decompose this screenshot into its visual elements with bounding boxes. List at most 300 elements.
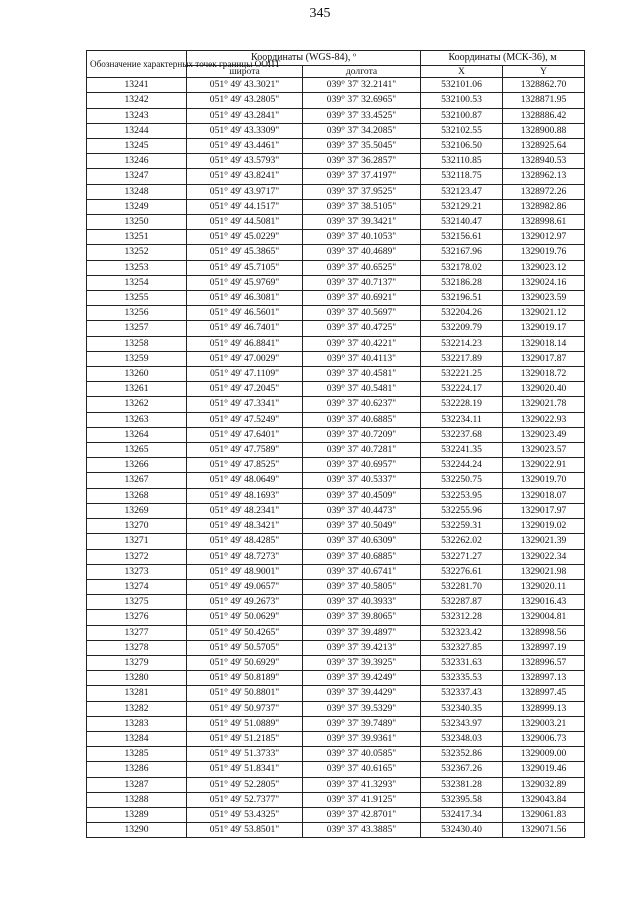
latitude-cell: 051° 49' 46.5601" <box>187 306 303 321</box>
table-row <box>87 671 585 686</box>
point-id-cell: 13247 <box>87 169 187 184</box>
table-row <box>87 427 585 442</box>
x-cell: 532430.40 <box>421 823 503 838</box>
longitude-cell: 039° 37' 40.5805" <box>303 579 421 594</box>
x-cell: 532156.61 <box>421 230 503 245</box>
table-row <box>87 762 585 777</box>
point-id-cell: 13268 <box>87 488 187 503</box>
point-id-cell: 13271 <box>87 534 187 549</box>
latitude-cell: 051° 49' 52.2805" <box>187 777 303 792</box>
point-id-cell: 13252 <box>87 245 187 260</box>
table-row <box>87 260 585 275</box>
point-id-cell: 13264 <box>87 427 187 442</box>
x-cell: 532335.53 <box>421 671 503 686</box>
table-row <box>87 564 585 579</box>
longitude-cell: 039° 37' 41.9125" <box>303 792 421 807</box>
latitude-cell: 051° 49' 45.7105" <box>187 260 303 275</box>
x-cell: 532331.63 <box>421 655 503 670</box>
latitude-cell: 051° 49' 43.4461" <box>187 139 303 154</box>
latitude-cell: 051° 49' 43.2841" <box>187 108 303 123</box>
x-cell: 532348.03 <box>421 731 503 746</box>
header-latitude: широта <box>187 66 303 78</box>
table-row <box>87 747 585 762</box>
point-id-cell: 13280 <box>87 671 187 686</box>
latitude-cell: 051° 49' 43.2805" <box>187 93 303 108</box>
y-cell: 1328940.53 <box>503 154 585 169</box>
latitude-cell: 051° 49' 50.8801" <box>187 686 303 701</box>
y-cell: 1328900.88 <box>503 123 585 138</box>
longitude-cell: 039° 37' 40.4473" <box>303 503 421 518</box>
header-x: X <box>421 66 503 78</box>
point-id-cell: 13281 <box>87 686 187 701</box>
point-id-cell: 13261 <box>87 382 187 397</box>
latitude-cell: 051° 49' 43.5793" <box>187 154 303 169</box>
y-cell: 1328862.70 <box>503 78 585 93</box>
longitude-cell: 039° 37' 42.8701" <box>303 807 421 822</box>
longitude-cell: 039° 37' 40.4113" <box>303 351 421 366</box>
y-cell: 1329018.14 <box>503 336 585 351</box>
x-cell: 532259.31 <box>421 519 503 534</box>
point-id-cell: 13285 <box>87 747 187 762</box>
y-cell: 1329018.07 <box>503 488 585 503</box>
table-row <box>87 412 585 427</box>
table-row <box>87 458 585 473</box>
point-id-cell: 13255 <box>87 291 187 306</box>
table-row <box>87 306 585 321</box>
latitude-cell: 051° 49' 50.5705" <box>187 640 303 655</box>
latitude-cell: 051° 49' 50.9737" <box>187 701 303 716</box>
x-cell: 532244.24 <box>421 458 503 473</box>
longitude-cell: 039° 37' 39.3925" <box>303 655 421 670</box>
point-id-cell: 13284 <box>87 731 187 746</box>
x-cell: 532241.35 <box>421 443 503 458</box>
x-cell: 532253.95 <box>421 488 503 503</box>
table-row <box>87 595 585 610</box>
table-row <box>87 123 585 138</box>
x-cell: 532214.23 <box>421 336 503 351</box>
point-id-cell: 13283 <box>87 716 187 731</box>
latitude-cell: 051° 49' 50.6929" <box>187 655 303 670</box>
table-row <box>87 351 585 366</box>
x-cell: 532281.70 <box>421 579 503 594</box>
x-cell: 532262.02 <box>421 534 503 549</box>
latitude-cell: 051° 49' 48.1693" <box>187 488 303 503</box>
point-id-cell: 13263 <box>87 412 187 427</box>
y-cell: 1329020.11 <box>503 579 585 594</box>
x-cell: 532196.51 <box>421 291 503 306</box>
longitude-cell: 039° 37' 39.3421" <box>303 215 421 230</box>
point-id-cell: 13260 <box>87 367 187 382</box>
point-id-cell: 13254 <box>87 275 187 290</box>
latitude-cell: 051° 49' 46.8841" <box>187 336 303 351</box>
point-id-cell: 13241 <box>87 78 187 93</box>
longitude-cell: 039° 37' 40.0585" <box>303 747 421 762</box>
longitude-cell: 039° 37' 40.6237" <box>303 397 421 412</box>
table-row <box>87 716 585 731</box>
latitude-cell: 051° 49' 47.7589" <box>187 443 303 458</box>
point-id-cell: 13279 <box>87 655 187 670</box>
longitude-cell: 039° 37' 37.9525" <box>303 184 421 199</box>
x-cell: 532417.34 <box>421 807 503 822</box>
x-cell: 532340.35 <box>421 701 503 716</box>
latitude-cell: 051° 49' 45.3865" <box>187 245 303 260</box>
table-row <box>87 78 585 93</box>
x-cell: 532287.87 <box>421 595 503 610</box>
longitude-cell: 039° 37' 34.2085" <box>303 123 421 138</box>
table-row <box>87 443 585 458</box>
y-cell: 1329019.17 <box>503 321 585 336</box>
table-row <box>87 823 585 838</box>
x-cell: 532276.61 <box>421 564 503 579</box>
longitude-cell: 039° 37' 39.4429" <box>303 686 421 701</box>
longitude-cell: 039° 37' 40.6525" <box>303 260 421 275</box>
longitude-cell: 039° 37' 35.5045" <box>303 139 421 154</box>
header-y: Y <box>503 66 585 78</box>
table-row <box>87 701 585 716</box>
latitude-cell: 051° 49' 47.8525" <box>187 458 303 473</box>
y-cell: 1329022.34 <box>503 549 585 564</box>
y-cell: 1329061.83 <box>503 807 585 822</box>
header-row <box>87 51 585 66</box>
table-row <box>87 215 585 230</box>
table-row <box>87 397 585 412</box>
latitude-cell: 051° 49' 50.4265" <box>187 625 303 640</box>
table-row <box>87 579 585 594</box>
point-id-cell: 13258 <box>87 336 187 351</box>
latitude-cell: 051° 49' 44.1517" <box>187 199 303 214</box>
coordinates-table <box>86 50 585 838</box>
latitude-cell: 051° 49' 51.8341" <box>187 762 303 777</box>
latitude-cell: 051° 49' 47.5249" <box>187 412 303 427</box>
y-cell: 1329020.40 <box>503 382 585 397</box>
y-cell: 1328997.45 <box>503 686 585 701</box>
table-row <box>87 686 585 701</box>
y-cell: 1329012.97 <box>503 230 585 245</box>
table-row <box>87 230 585 245</box>
longitude-cell: 039° 37' 38.5105" <box>303 199 421 214</box>
longitude-cell: 039° 37' 40.6921" <box>303 291 421 306</box>
point-id-cell: 13282 <box>87 701 187 716</box>
x-cell: 532228.19 <box>421 397 503 412</box>
latitude-cell: 051° 49' 45.0229" <box>187 230 303 245</box>
x-cell: 532110.85 <box>421 154 503 169</box>
page-number: 345 <box>309 6 331 21</box>
x-cell: 532381.28 <box>421 777 503 792</box>
latitude-cell: 051° 49' 43.9717" <box>187 184 303 199</box>
x-cell: 532217.89 <box>421 351 503 366</box>
longitude-cell: 039° 37' 40.4509" <box>303 488 421 503</box>
y-cell: 1329022.93 <box>503 412 585 427</box>
y-cell: 1329021.98 <box>503 564 585 579</box>
x-cell: 532100.53 <box>421 93 503 108</box>
latitude-cell: 051° 49' 49.0657" <box>187 579 303 594</box>
longitude-cell: 039° 37' 43.3885" <box>303 823 421 838</box>
point-id-cell: 13269 <box>87 503 187 518</box>
y-cell: 1328972.26 <box>503 184 585 199</box>
point-id-cell: 13278 <box>87 640 187 655</box>
y-cell: 1329021.12 <box>503 306 585 321</box>
longitude-cell: 039° 37' 40.4221" <box>303 336 421 351</box>
latitude-cell: 051° 49' 47.3341" <box>187 397 303 412</box>
latitude-cell: 051° 49' 43.3309" <box>187 123 303 138</box>
point-id-cell: 13259 <box>87 351 187 366</box>
y-cell: 1329017.87 <box>503 351 585 366</box>
header-msk36: Координаты (МСК-36), м <box>421 51 585 66</box>
longitude-cell: 039° 37' 40.4725" <box>303 321 421 336</box>
y-cell: 1329009.00 <box>503 747 585 762</box>
point-id-cell: 13262 <box>87 397 187 412</box>
longitude-cell: 039° 37' 40.5481" <box>303 382 421 397</box>
point-id-cell: 13270 <box>87 519 187 534</box>
longitude-cell: 039° 37' 40.7137" <box>303 275 421 290</box>
table-row <box>87 93 585 108</box>
y-cell: 1329017.97 <box>503 503 585 518</box>
x-cell: 532101.06 <box>421 78 503 93</box>
longitude-cell: 039° 37' 40.1053" <box>303 230 421 245</box>
latitude-cell: 051° 49' 46.3081" <box>187 291 303 306</box>
latitude-cell: 051° 49' 48.0649" <box>187 473 303 488</box>
point-id-cell: 13249 <box>87 199 187 214</box>
y-cell: 1329022.91 <box>503 458 585 473</box>
longitude-cell: 039° 37' 40.6885" <box>303 412 421 427</box>
x-cell: 532167.96 <box>421 245 503 260</box>
x-cell: 532367.26 <box>421 762 503 777</box>
longitude-cell: 039° 37' 40.6309" <box>303 534 421 549</box>
table-row <box>87 169 585 184</box>
x-cell: 532221.25 <box>421 367 503 382</box>
y-cell: 1329019.70 <box>503 473 585 488</box>
table-row <box>87 534 585 549</box>
point-id-cell: 13246 <box>87 154 187 169</box>
table-row <box>87 321 585 336</box>
x-cell: 532250.75 <box>421 473 503 488</box>
table-row <box>87 625 585 640</box>
y-cell: 1329016.43 <box>503 595 585 610</box>
x-cell: 532337.43 <box>421 686 503 701</box>
x-cell: 532204.26 <box>421 306 503 321</box>
longitude-cell: 039° 37' 36.2857" <box>303 154 421 169</box>
table-row <box>87 108 585 123</box>
x-cell: 532224.17 <box>421 382 503 397</box>
longitude-cell: 039° 37' 39.4249" <box>303 671 421 686</box>
longitude-cell: 039° 37' 40.6165" <box>303 762 421 777</box>
y-cell: 1329021.78 <box>503 397 585 412</box>
y-cell: 1328886.42 <box>503 108 585 123</box>
point-id-cell: 13288 <box>87 792 187 807</box>
y-cell: 1328998.61 <box>503 215 585 230</box>
longitude-cell: 039° 37' 32.6965" <box>303 93 421 108</box>
table-row <box>87 807 585 822</box>
latitude-cell: 051° 49' 47.0029" <box>187 351 303 366</box>
table-row <box>87 792 585 807</box>
latitude-cell: 051° 49' 43.8241" <box>187 169 303 184</box>
x-cell: 532323.42 <box>421 625 503 640</box>
y-cell: 1329032.89 <box>503 777 585 792</box>
point-id-cell: 13245 <box>87 139 187 154</box>
y-cell: 1328871.95 <box>503 93 585 108</box>
latitude-cell: 051° 49' 44.5081" <box>187 215 303 230</box>
x-cell: 532352.86 <box>421 747 503 762</box>
point-id-cell: 13265 <box>87 443 187 458</box>
longitude-cell: 039° 37' 40.6741" <box>303 564 421 579</box>
x-cell: 532271.27 <box>421 549 503 564</box>
x-cell: 532178.02 <box>421 260 503 275</box>
point-id-cell: 13243 <box>87 108 187 123</box>
longitude-cell: 039° 37' 40.5049" <box>303 519 421 534</box>
longitude-cell: 039° 37' 40.5337" <box>303 473 421 488</box>
x-cell: 532186.28 <box>421 275 503 290</box>
table-row <box>87 382 585 397</box>
y-cell: 1328999.13 <box>503 701 585 716</box>
y-cell: 1329023.49 <box>503 427 585 442</box>
y-cell: 1329023.59 <box>503 291 585 306</box>
table-row <box>87 731 585 746</box>
table-row <box>87 199 585 214</box>
table-row <box>87 473 585 488</box>
x-cell: 532123.47 <box>421 184 503 199</box>
longitude-cell: 039° 37' 40.6957" <box>303 458 421 473</box>
table-row <box>87 154 585 169</box>
point-id-cell: 13251 <box>87 230 187 245</box>
latitude-cell: 051° 49' 49.2673" <box>187 595 303 610</box>
longitude-cell: 039° 37' 40.4689" <box>303 245 421 260</box>
latitude-cell: 051° 49' 53.8501" <box>187 823 303 838</box>
longitude-cell: 039° 37' 39.4213" <box>303 640 421 655</box>
table-row <box>87 503 585 518</box>
latitude-cell: 051° 49' 47.2045" <box>187 382 303 397</box>
y-cell: 1328996.57 <box>503 655 585 670</box>
latitude-cell: 051° 49' 50.8189" <box>187 671 303 686</box>
y-cell: 1329023.57 <box>503 443 585 458</box>
longitude-cell: 039° 37' 39.4897" <box>303 625 421 640</box>
point-id-cell: 13272 <box>87 549 187 564</box>
latitude-cell: 051° 49' 46.7401" <box>187 321 303 336</box>
x-cell: 532234.11 <box>421 412 503 427</box>
table-row <box>87 139 585 154</box>
longitude-cell: 039° 37' 39.8065" <box>303 610 421 625</box>
y-cell: 1329024.16 <box>503 275 585 290</box>
y-cell: 1329006.73 <box>503 731 585 746</box>
latitude-cell: 051° 49' 47.6401" <box>187 427 303 442</box>
point-id-cell: 13277 <box>87 625 187 640</box>
latitude-cell: 051° 49' 48.2341" <box>187 503 303 518</box>
table-row <box>87 519 585 534</box>
y-cell: 1329019.76 <box>503 245 585 260</box>
table-body <box>87 78 585 838</box>
header-point-id: Обозначение характерных точек границы ООПТ <box>87 51 187 78</box>
y-cell: 1329019.46 <box>503 762 585 777</box>
table-row <box>87 184 585 199</box>
point-id-cell: 13289 <box>87 807 187 822</box>
y-cell: 1329071.56 <box>503 823 585 838</box>
y-cell: 1328982.86 <box>503 199 585 214</box>
x-cell: 532129.21 <box>421 199 503 214</box>
longitude-cell: 039° 37' 39.7489" <box>303 716 421 731</box>
longitude-cell: 039° 37' 40.3933" <box>303 595 421 610</box>
point-id-cell: 13273 <box>87 564 187 579</box>
x-cell: 532255.96 <box>421 503 503 518</box>
longitude-cell: 039° 37' 40.4581" <box>303 367 421 382</box>
latitude-cell: 051° 49' 45.9769" <box>187 275 303 290</box>
point-id-cell: 13250 <box>87 215 187 230</box>
point-id-cell: 13256 <box>87 306 187 321</box>
table-row <box>87 549 585 564</box>
x-cell: 532100.87 <box>421 108 503 123</box>
point-id-cell: 13266 <box>87 458 187 473</box>
latitude-cell: 051° 49' 53.4325" <box>187 807 303 822</box>
table-row <box>87 610 585 625</box>
header-wgs84: Координаты (WGS-84), º <box>187 51 421 66</box>
y-cell: 1329019.02 <box>503 519 585 534</box>
latitude-cell: 051° 49' 51.2185" <box>187 731 303 746</box>
y-cell: 1329018.72 <box>503 367 585 382</box>
point-id-cell: 13287 <box>87 777 187 792</box>
x-cell: 532106.50 <box>421 139 503 154</box>
point-id-cell: 13267 <box>87 473 187 488</box>
latitude-cell: 051° 49' 43.3021" <box>187 78 303 93</box>
table-row <box>87 245 585 260</box>
longitude-cell: 039° 37' 39.9361" <box>303 731 421 746</box>
y-cell: 1329023.12 <box>503 260 585 275</box>
latitude-cell: 051° 49' 48.7273" <box>187 549 303 564</box>
y-cell: 1328925.64 <box>503 139 585 154</box>
longitude-cell: 039° 37' 33.4525" <box>303 108 421 123</box>
point-id-cell: 13286 <box>87 762 187 777</box>
point-id-cell: 13290 <box>87 823 187 838</box>
longitude-cell: 039° 37' 41.3293" <box>303 777 421 792</box>
latitude-cell: 051° 49' 52.7377" <box>187 792 303 807</box>
latitude-cell: 051° 49' 50.0629" <box>187 610 303 625</box>
table-row <box>87 367 585 382</box>
table-row <box>87 640 585 655</box>
latitude-cell: 051° 49' 51.3733" <box>187 747 303 762</box>
y-cell: 1328962.13 <box>503 169 585 184</box>
y-cell: 1329043.84 <box>503 792 585 807</box>
latitude-cell: 051° 49' 48.9001" <box>187 564 303 579</box>
point-id-cell: 13257 <box>87 321 187 336</box>
latitude-cell: 051° 49' 51.0889" <box>187 716 303 731</box>
x-cell: 532237.68 <box>421 427 503 442</box>
longitude-cell: 039° 37' 37.4197" <box>303 169 421 184</box>
longitude-cell: 039° 37' 40.6885" <box>303 549 421 564</box>
y-cell: 1329021.39 <box>503 534 585 549</box>
x-cell: 532140.47 <box>421 215 503 230</box>
longitude-cell: 039° 37' 40.7281" <box>303 443 421 458</box>
x-cell: 532343.97 <box>421 716 503 731</box>
y-cell: 1328997.19 <box>503 640 585 655</box>
x-cell: 532395.58 <box>421 792 503 807</box>
longitude-cell: 039° 37' 40.5697" <box>303 306 421 321</box>
y-cell: 1328997.13 <box>503 671 585 686</box>
x-cell: 532102.55 <box>421 123 503 138</box>
table-row <box>87 777 585 792</box>
longitude-cell: 039° 37' 32.2141" <box>303 78 421 93</box>
y-cell: 1329003.21 <box>503 716 585 731</box>
point-id-cell: 13274 <box>87 579 187 594</box>
latitude-cell: 051° 49' 48.3421" <box>187 519 303 534</box>
table-row <box>87 488 585 503</box>
x-cell: 532327.85 <box>421 640 503 655</box>
point-id-cell: 13242 <box>87 93 187 108</box>
table-row <box>87 655 585 670</box>
x-cell: 532118.75 <box>421 169 503 184</box>
y-cell: 1328998.56 <box>503 625 585 640</box>
header-longitude: долгота <box>303 66 421 78</box>
point-id-cell: 13276 <box>87 610 187 625</box>
point-id-cell: 13248 <box>87 184 187 199</box>
x-cell: 532209.79 <box>421 321 503 336</box>
x-cell: 532312.28 <box>421 610 503 625</box>
